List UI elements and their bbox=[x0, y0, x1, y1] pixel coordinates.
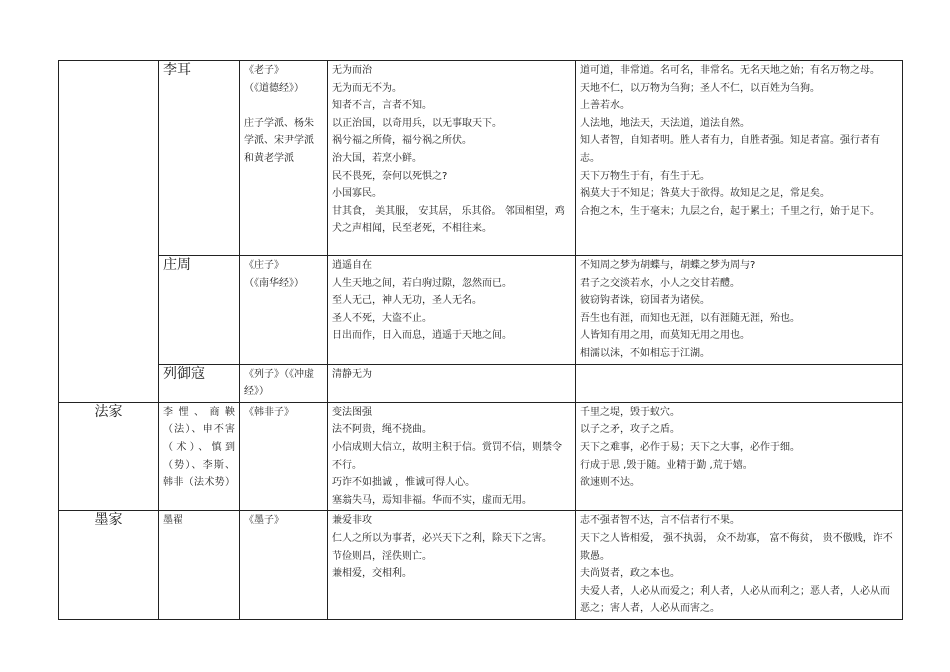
ideas-cell bbox=[328, 402, 576, 511]
quote-line: 合抱之木，生于毫末；九层之台，起于累土；千里之行，始于足下。 bbox=[580, 205, 880, 217]
idea-line: 节俭则昌，淫佚则亡。 bbox=[332, 550, 432, 562]
quote-line: 天下万物生于有，有生于无。 bbox=[580, 170, 710, 182]
quote-line: 相濡以沫，不如相忘于江湖。 bbox=[580, 347, 710, 359]
book-cell bbox=[240, 511, 328, 620]
quote-line: 人法地，地法天，天法道，道法自然。 bbox=[580, 117, 750, 129]
quote-line: 以子之矛，攻子之盾。 bbox=[580, 424, 680, 436]
idea-line: 祸兮福之所倚，福兮祸之所伏。 bbox=[332, 135, 472, 147]
quote-line: 行成于思 ,毁于随。业精于勤 ,荒于嬉。 bbox=[580, 459, 753, 471]
school-cell: 墨家 bbox=[59, 511, 159, 620]
quote-line: 彼窃钩者诛，窃国者为诸侯。 bbox=[580, 295, 710, 307]
idea-line: 人生天地之间，若白驹过隙，忽然而已。 bbox=[332, 277, 512, 289]
book-title: 《韩非子》 bbox=[244, 406, 294, 418]
ideas-cell bbox=[328, 511, 576, 620]
quotes-cell bbox=[576, 511, 903, 620]
idea-line: 日出而作，日入而息，逍遥于天地之间。 bbox=[332, 330, 512, 342]
quote-line: 吾生也有涯，而知也无涯，以有涯随无涯，殆也。 bbox=[580, 312, 800, 324]
ideas-cell bbox=[328, 256, 576, 365]
idea-line: 逍遥自在 bbox=[332, 260, 372, 271]
idea-line: 清静无为 bbox=[332, 368, 372, 380]
table-row bbox=[59, 256, 903, 365]
quote-line: 志不强者智不达，言不信者行不果。 bbox=[580, 515, 740, 527]
idea-line: 知者不言，言者不知。 bbox=[332, 100, 432, 112]
quotes-cell bbox=[576, 256, 903, 365]
idea-line: 无为而治 bbox=[332, 65, 372, 76]
quote-line: 欲速则不达。 bbox=[580, 477, 640, 489]
quote-line: 夫爱人者，人必从而爱之；利人者，人必从而利之；恶人者，人必从而恶之；害人者，人必从而害之。 bbox=[580, 585, 890, 615]
book-title: 《墨子》 bbox=[244, 515, 284, 527]
ideas-cell bbox=[328, 364, 576, 402]
book-cell bbox=[240, 402, 328, 511]
idea-line: 巧诈不如拙诚 ，惟诚可得人心。 bbox=[332, 477, 476, 489]
quote-line: 上善若水。 bbox=[580, 100, 630, 112]
quote-line: 天下之难事，必作于易；天下之大事，必作于细。 bbox=[580, 441, 800, 453]
idea-line: 民不畏死，奈何以死惧之? bbox=[332, 170, 448, 182]
idea-line: 至人无己，神人无功，圣人无名。 bbox=[332, 295, 482, 307]
author-cell: 列御寇 bbox=[159, 364, 240, 402]
school-cell: 法家 bbox=[59, 402, 159, 511]
quote-line: 天地不仁，以万物为刍狗；圣人不仁，以百姓为刍狗。 bbox=[580, 82, 820, 94]
book-cell bbox=[240, 61, 328, 256]
book-cell bbox=[240, 364, 328, 402]
idea-line: 无为而无不为。 bbox=[332, 82, 402, 94]
author-cell: 李耳 bbox=[159, 61, 240, 256]
quotes-cell bbox=[576, 61, 903, 256]
table-row bbox=[59, 511, 903, 620]
philosophy-table bbox=[58, 60, 903, 620]
idea-line: 甘其食， 美其服， 安其居， 乐其俗。 邻国相望，鸡犬之声相闻，民至老死，不相往来。 bbox=[332, 205, 565, 235]
quote-line: 祸莫大于不知足；咎莫大于欲得。故知足之足，常足矣。 bbox=[580, 188, 830, 200]
quotes-cell bbox=[576, 364, 903, 402]
quote-line: 天下之人皆相爱， 强不执弱， 众不劫寡， 富不侮贫， 贵不傲贱，诈不欺愚。 bbox=[580, 532, 893, 562]
idea-line: 塞翁失马，焉知非福。华而不实，虚而无用。 bbox=[332, 494, 532, 506]
idea-line: 兼相爱，交相利。 bbox=[332, 568, 412, 580]
book-title: 《庄子》 bbox=[244, 260, 284, 271]
quote-line: 千里之堤，毁于蚁穴。 bbox=[580, 406, 680, 418]
quote-line: 人皆知有用之用，而莫知无用之用也。 bbox=[580, 330, 750, 342]
idea-line: 法不阿贵，绳不挠曲。 bbox=[332, 424, 432, 436]
table-row bbox=[59, 61, 903, 256]
idea-line: 变法图强 bbox=[332, 406, 372, 418]
book-title: 《列子》（《冲虚经》） bbox=[244, 368, 314, 398]
book-alt-title: （《南华经》） bbox=[244, 277, 304, 289]
author-cell: 墨翟 bbox=[159, 511, 240, 620]
book-cell bbox=[240, 256, 328, 365]
derived-schools: 庄子学派、杨朱学派、宋尹学派和黄老学派 bbox=[244, 117, 314, 164]
quotes-cell bbox=[576, 402, 903, 511]
idea-line: 圣人不死，大盗不止。 bbox=[332, 312, 432, 324]
idea-line: 小信成则大信立，故明主积于信。赏罚不信，则禁令不行。 bbox=[332, 441, 562, 471]
idea-line: 仁人之所以为事者，必兴天下之利，除天下之害。 bbox=[332, 532, 552, 544]
book-alt-title: （《道德经》） bbox=[244, 82, 304, 94]
author-cell: 庄周 bbox=[159, 256, 240, 365]
quote-line: 知人者智，自知者明。胜人者有力，自胜者强。知足者富。强行者有志。 bbox=[580, 135, 880, 164]
quote-line: 夫尚贤者，政之本也。 bbox=[580, 568, 680, 580]
idea-line: 兼爱非攻 bbox=[332, 515, 372, 527]
idea-line: 治大国，若烹小鲜。 bbox=[332, 152, 422, 164]
author-cell: 李悝、商鞅（法）、申不害（术）、慎到（势）、李斯、韩非（法术势） bbox=[159, 402, 240, 511]
book-spacer bbox=[244, 97, 323, 115]
quote-line: 君子之交淡若水，小人之交甘若醴。 bbox=[580, 277, 740, 289]
idea-line: 以正治国，以奇用兵，以无事取天下。 bbox=[332, 117, 502, 129]
quote-line: 不知周之梦为胡蝶与，胡蝶之梦为周与? bbox=[580, 260, 756, 271]
quote-line: 道可道，非常道。名可名，非常名。无名天地之始；有名万物之母。 bbox=[580, 65, 880, 76]
table-row bbox=[59, 402, 903, 511]
idea-line: 小国寡民。 bbox=[332, 188, 382, 200]
school-cell bbox=[59, 61, 159, 403]
table-row bbox=[59, 364, 903, 402]
ideas-cell bbox=[328, 61, 576, 256]
book-title: 《老子》 bbox=[244, 65, 284, 76]
